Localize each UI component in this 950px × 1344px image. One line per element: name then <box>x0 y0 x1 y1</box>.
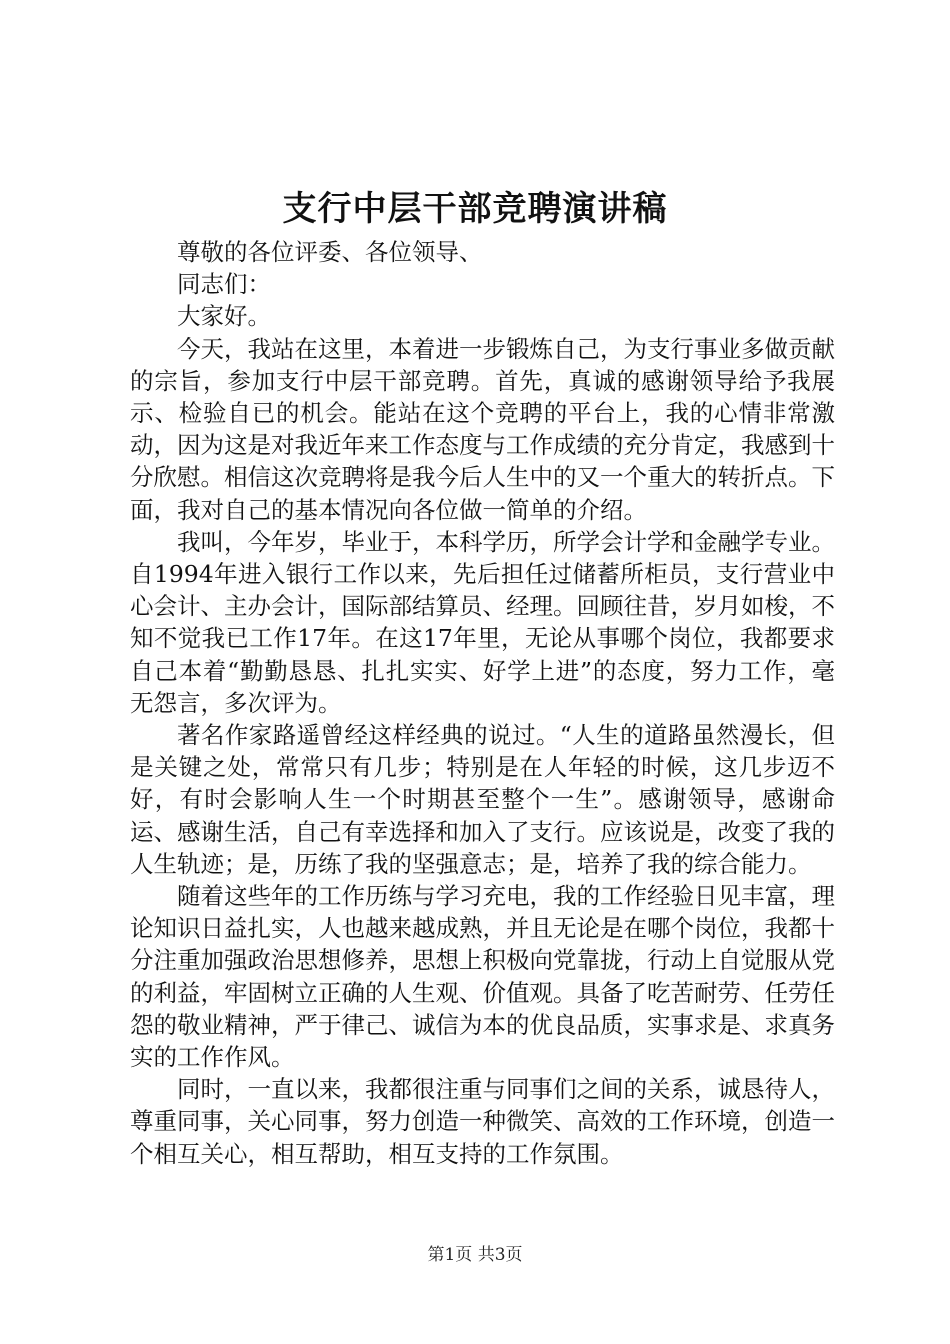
body-paragraph: 我叫，今年岁，毕业于，本科学历，所学会计学和金融学专业。自1994年进入银行工作以来，先后担任过储蓄所柜员，支行营业中心会计、主办会计，国际部结算员、经理。回顾往昔，岁月如梭，不知不觉我已工作17年。在这17年里，无论从事哪个岗位，我都要求自己本着“勤勤恳恳、扎扎实实、好学上进”的态度，努力工作，毫无怨言，多次评为。 <box>130 527 835 717</box>
salutation-line: 同志们： <box>177 270 271 299</box>
body-paragraph: 著名作家路遥曾经这样经典的说过。“人生的道路虽然漫长，但是关键之处，常常只有几步；特别是在人年轻的时候，这几步迈不好，有时会影响人生一个时期甚至整个一生”。感谢领导，感谢命运、感谢生活，自己有幸选择和加入了支行。应该说是，改变了我的人生轨迹；是，历练了我的坚强意志；是，培养了我的综合能力。 <box>130 721 835 878</box>
greeting-line: 大家好。 <box>177 302 271 331</box>
document-body <box>130 236 835 1170</box>
page-footer: 第1页 共3页 <box>427 1245 523 1265</box>
body-paragraph: 今天，我站在这里，本着进一步锻炼自己，为支行事业多做贡献的宗旨，参加支行中层干部竞聘。首先，真诚的感谢领导给予我展示、检验自已的机会。能站在这个竞聘的平台上，我的心情非常激动，因为这是对我近年来工作态度与工作成绩的充分肯定，我感到十分欣慰。相信这次竞聘将是我今后人生中的又一个重大的转折点。下面，我对自己的基本情况向各位做一简单的介绍。 <box>130 334 835 524</box>
document-title: 支行中层干部竞聘演讲稿 <box>282 189 668 229</box>
body-paragraph: 同时，一直以来，我都很注重与同事们之间的关系，诚恳待人，尊重同事，关心同事，努力创造一种微笑、高效的工作环境，创造一个相互关心，相互帮助，相互支持的工作氛围。 <box>130 1075 835 1168</box>
body-paragraph: 随着这些年的工作历练与学习充电，我的工作经验日见丰富，理论知识日益扎实，人也越来越成熟，并且无论是在哪个岗位，我都十分注重加强政治思想修养，思想上积极向党靠拢，行动上自觉服从党的利益，牢固树立正确的人生观、价值观。具备了吃苦耐劳、任劳任怨的敬业精神，严于律己、诚信为本的优良品质，实事求是、求真务实的工作作风。 <box>130 882 835 1072</box>
salutation-line: 尊敬的各位评委、各位领导、 <box>177 238 483 266</box>
